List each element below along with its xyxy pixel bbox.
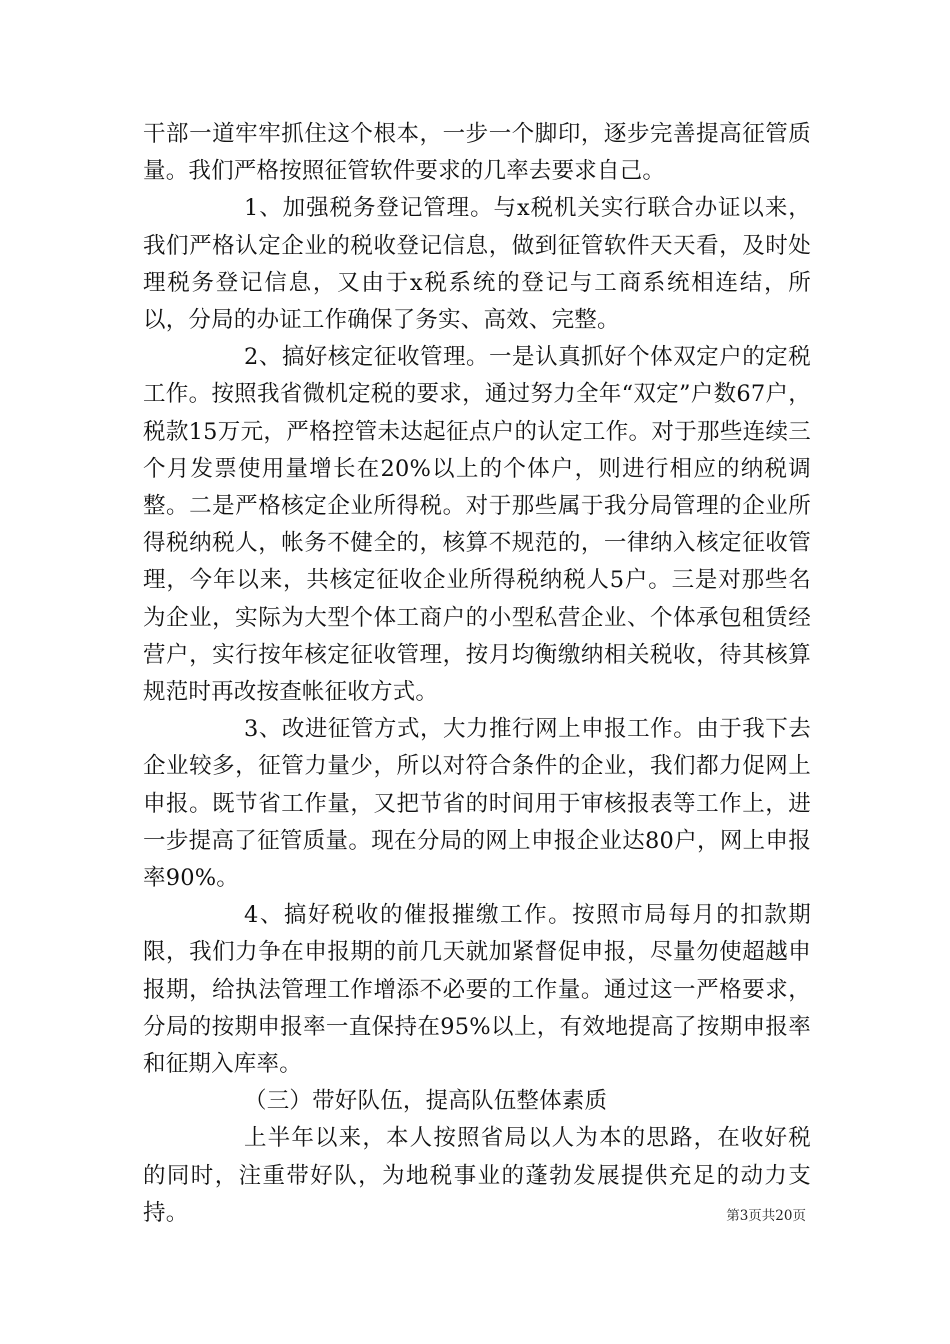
paragraph-item-4: 4、搞好税收的催报摧缴工作。按照市局每月的扣款期限，我们力争在申报期的前几天就加紧督促申报，尽量勿使超越申报期，给执法管理工作增添不必要的工作量。通过这一严格要求，分局的按期申报率一直保持在95%以上，有效地提高了按期申报率和征期入库率。	[143, 902, 811, 1078]
paragraph-section-intro: 上半年以来，本人按照省局以人为本的思路，在收好税的同时，注重带好队，为地税事业的蓬勃发展提供充足的动力支持。	[143, 1125, 811, 1226]
page-number-footer: 第3页共20页	[726, 1208, 806, 1224]
paragraph-continuation: 干部一道牢牢抓住这个根本，一步一个脚印，逐步完善提高征管质量。我们严格按照征管软件要求的几率去要求自己。	[143, 121, 811, 185]
section-heading: （三）带好队伍，提高队伍整体素质	[244, 1088, 608, 1115]
paragraph-item-3: 3、改进征管方式，大力推行网上申报工作。由于我下去企业较多，征管力量少，所以对符合条件的企业，我们都力促网上申报。既节省工作量，又把节省的时间用于审核报表等工作上，进一步提高了征管质量。现在分局的网上申报企业达80户，网上申报率90%。	[143, 716, 811, 892]
paragraph-item-1: 1、加强税务登记管理。与x税机关实行联合办证以来，我们严格认定企业的税收登记信息，做到征管软件天天看，及时处理税务登记信息，又由于x税系统的登记与工商系统相连结，所以，分局的办证工作确保了务实、高效、完整。	[143, 195, 811, 334]
paragraph-item-2: 2、搞好核定征收管理。一是认真抓好个体双定户的定税工作。按照我省微机定税的要求，通过努力全年“双定”户数67户，税款15万元，严格控管未达起征点户的认定工作。对于那些连续三个月发票使用量增长在20%以上的个体户，则进行相应的纳税调整。二是严格核定企业所得税。对于那些属于我分局管理的企业所得税纳税人，帐务不健全的，核算不规范的，一律纳入核定征收管理，今年以来，共核定征收企业所得税纳税人5户。三是对那些名为企业，实际为大型个体工商户的小型私营企业、个体承包租赁经营户，实行按年核定征收管理，按月均衡缴纳相关税收，待其核算规范时再改按查帐征收方式。	[143, 344, 811, 706]
document-body	[143, 116, 811, 1232]
